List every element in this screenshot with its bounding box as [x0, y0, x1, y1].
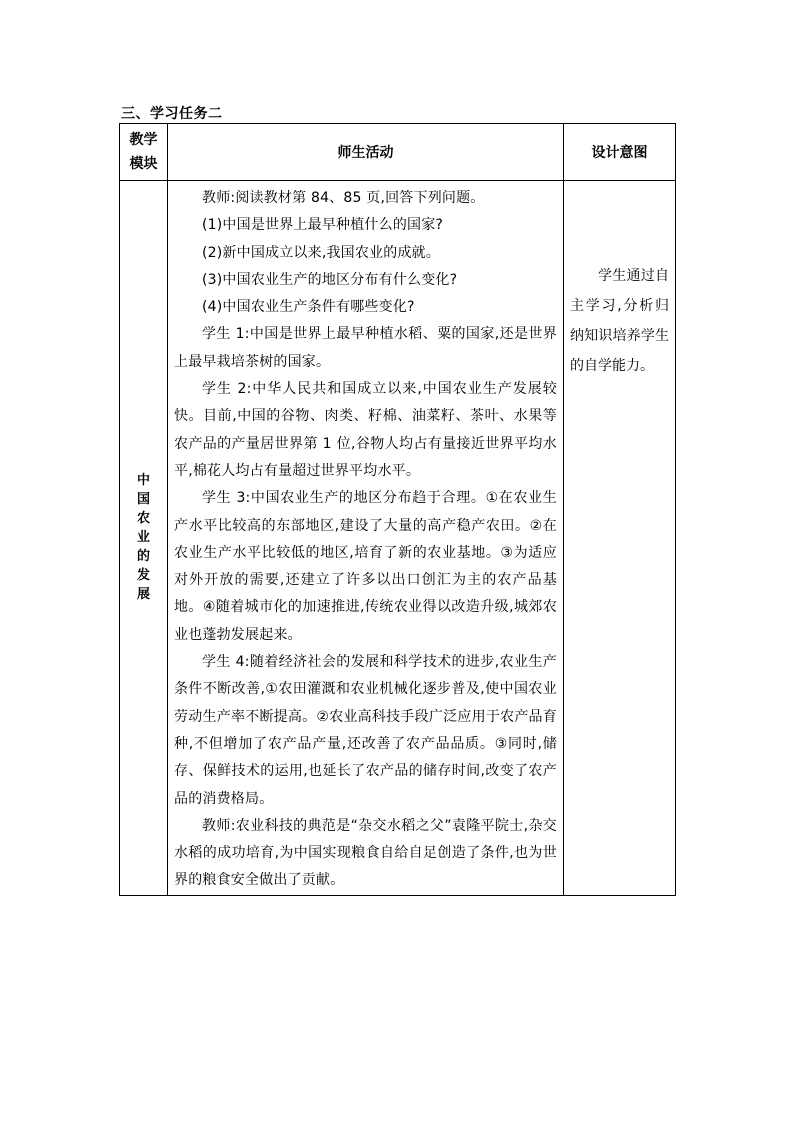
activity-paragraph: 学生 3:中国农业生产的地区分布趋于合理。①在农业生产水平比较高的东部地区,建设了大量的高产稳产农田。②在农业生产水平比较低的地区,培育了新的农业基地。③为适应对外开放的需要,还建立了许多以出口创汇为主的农产品基地。④随着城市化的加速推进,传统农业得以改造升级,城郊农业也蓬勃发展起来。 [174, 490, 557, 643]
activity-paragraph: 学生 4:随着经济社会的发展和科学技术的进步,农业生产条件不断改善,①农田灌溉和农业机械化逐步普及,使中国农业劳动生产率不断提高。②农业高科技手段广泛应用于农产品育种,不但增加了农产品产量,还改善了农产品品质。③同时,储存、保鲜技术的运用,也延长了农产品的储存时间,改变了农产品的消费格局。 [174, 654, 557, 807]
activity-paragraph: (1)中国是世界上最早种植什么的国家? [202, 217, 444, 234]
activity-paragraph: (4)中国农业生产条件有哪些变化? [202, 299, 415, 316]
header-module [120, 124, 168, 181]
activity-paragraph: 教师:阅读教材第 84、85 页,回答下列问题。 [202, 190, 485, 206]
intent-cell [564, 181, 676, 896]
section-title: 三、学习任务二 [121, 106, 223, 122]
header-activity: 师生活动 [168, 124, 564, 181]
module-cell [120, 181, 168, 896]
header-module-label: 教学模块 [129, 132, 158, 172]
intent-text: 学生通过自主学习,分析归纳知识培养学生的自学能力。 [570, 268, 669, 374]
header-intent: 设计意图 [564, 124, 676, 181]
activity-paragraph: 教师:农业科技的典范是“杂交水稻之父”袁隆平院士,杂交水稻的成功培育,为中国实现粮食自给自足创造了条件,也为世界的粮食安全做出了贡献。 [174, 817, 557, 889]
activity-paragraph: (2)新中国成立以来,我国农业的成就。 [202, 244, 441, 261]
table-row [120, 181, 676, 896]
table-header-row [120, 124, 676, 181]
module-label: 中国农业的发展 [136, 473, 150, 603]
activity-paragraph: 学生 2:中华人民共和国成立以来,中国农业生产发展较快。目前,中国的谷物、肉类、籽棉、油菜籽、茶叶、水果等农产品的产量居世界第 1 位,谷物人均占有量接近世界平均水平,棉花人均占有量超过世界平均水平。 [174, 381, 557, 479]
activity-paragraph: (3)中国农业生产的地区分布有什么变化? [202, 271, 458, 288]
activity-cell [168, 181, 564, 896]
learning-task-table [119, 123, 676, 896]
activity-paragraph: 学生 1:中国是世界上最早种植水稻、粟的国家,还是世界上最早栽培茶树的国家。 [174, 326, 557, 370]
